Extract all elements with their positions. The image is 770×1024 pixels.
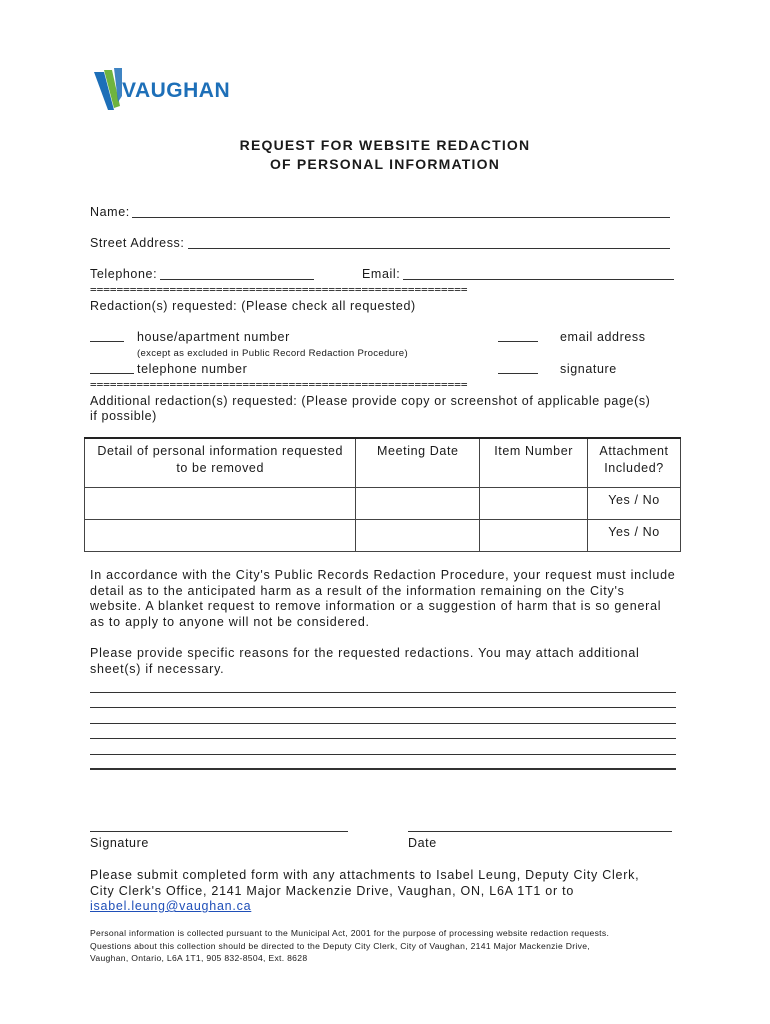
clerk-email-link[interactable]: isabel.leung@vaughan.ca (90, 899, 252, 913)
signature-label: Signature (90, 836, 149, 850)
reasons-field[interactable] (90, 677, 676, 770)
telephone-checkbox[interactable] (90, 362, 134, 374)
header-item-number: Item Number (480, 438, 588, 487)
submit-instructions: Please submit completed form with any attachments to Isabel Leung, Deputy City Clerk, City Clerk's Office, 2141 Major Mackenzie Drive, Vaughan, ON, L6A 1T1 or to (90, 868, 640, 898)
item-number-cell[interactable] (480, 519, 588, 551)
signature-checkbox[interactable] (498, 362, 538, 374)
telephone-field[interactable] (160, 268, 314, 280)
detail-cell[interactable] (85, 487, 356, 519)
date-field[interactable] (408, 820, 672, 832)
reasons-paragraph: Please provide specific reasons for the requested redactions. You may attach additional sheet(s) if necessary. (90, 646, 640, 676)
telephone-label: Telephone: (90, 267, 158, 281)
privacy-notice: Personal information is collected pursuant to the Municipal Act, 2001 for the purpose of processing website redaction requests. Questions about this collection should be directed to the Deputy City Clerk, City of Vaughan, 2141 Major Mackenzie Drive, Vaughan, Ontario, L6A 1T1, 905 832-8504, Ext. 8628 (90, 928, 610, 963)
separator-line: ========================================================= (90, 378, 468, 391)
header-detail: Detail of personal information requested to be removed (85, 438, 356, 487)
table-row (85, 487, 681, 519)
street-address-field[interactable] (188, 237, 670, 249)
email-address-option: email address (560, 330, 646, 344)
redaction-details-table (84, 437, 681, 552)
additional-line2: if possible) (90, 409, 157, 423)
name-field[interactable] (132, 206, 670, 218)
form-title-line1: REQUEST FOR WEBSITE REDACTION (239, 137, 531, 153)
house-number-note: (except as excluded in Public Record Redaction Procedure) (137, 348, 408, 359)
house-number-option: house/apartment number (137, 330, 290, 344)
form-title-line2: OF PERSONAL INFORMATION (269, 156, 501, 172)
header-meeting-date: Meeting Date (356, 438, 480, 487)
separator-line: ========================================================= (90, 283, 468, 296)
date-label: Date (408, 836, 437, 850)
item-number-cell[interactable] (480, 487, 588, 519)
meeting-date-cell[interactable] (356, 519, 480, 551)
header-attachment: Attachment Included? (588, 438, 681, 487)
email-label: Email: (362, 267, 401, 281)
attachment-cell[interactable]: Yes / No (588, 519, 681, 551)
detail-cell[interactable] (85, 519, 356, 551)
house-checkbox[interactable] (90, 330, 124, 342)
email-checkbox[interactable] (498, 330, 538, 342)
meeting-date-cell[interactable] (356, 487, 480, 519)
logo-text: VAUGHAN (122, 79, 231, 102)
signature-field[interactable] (90, 820, 348, 832)
email-field[interactable] (403, 268, 674, 280)
street-address-label: Street Address: (90, 236, 185, 250)
attachment-cell[interactable]: Yes / No (588, 487, 681, 519)
name-label: Name: (90, 205, 130, 219)
additional-line1: Additional redaction(s) requested: (Please provide copy or screenshot of applicable page(s) (90, 394, 651, 408)
redactions-heading: Redaction(s) requested: (Please check all requested) (90, 299, 416, 313)
table-header-row (85, 438, 681, 487)
signature-option: signature (560, 362, 617, 376)
telephone-number-option: telephone number (137, 362, 248, 376)
table-row (85, 519, 681, 551)
accordance-paragraph: In accordance with the City's Public Records Redaction Procedure, your request must include detail as to the anticipated harm as a result of the information remaining on the City's website. A blanket request to remove information or a suggestion of harm that is so general as to apply to anyone will not be considered. (90, 568, 676, 629)
